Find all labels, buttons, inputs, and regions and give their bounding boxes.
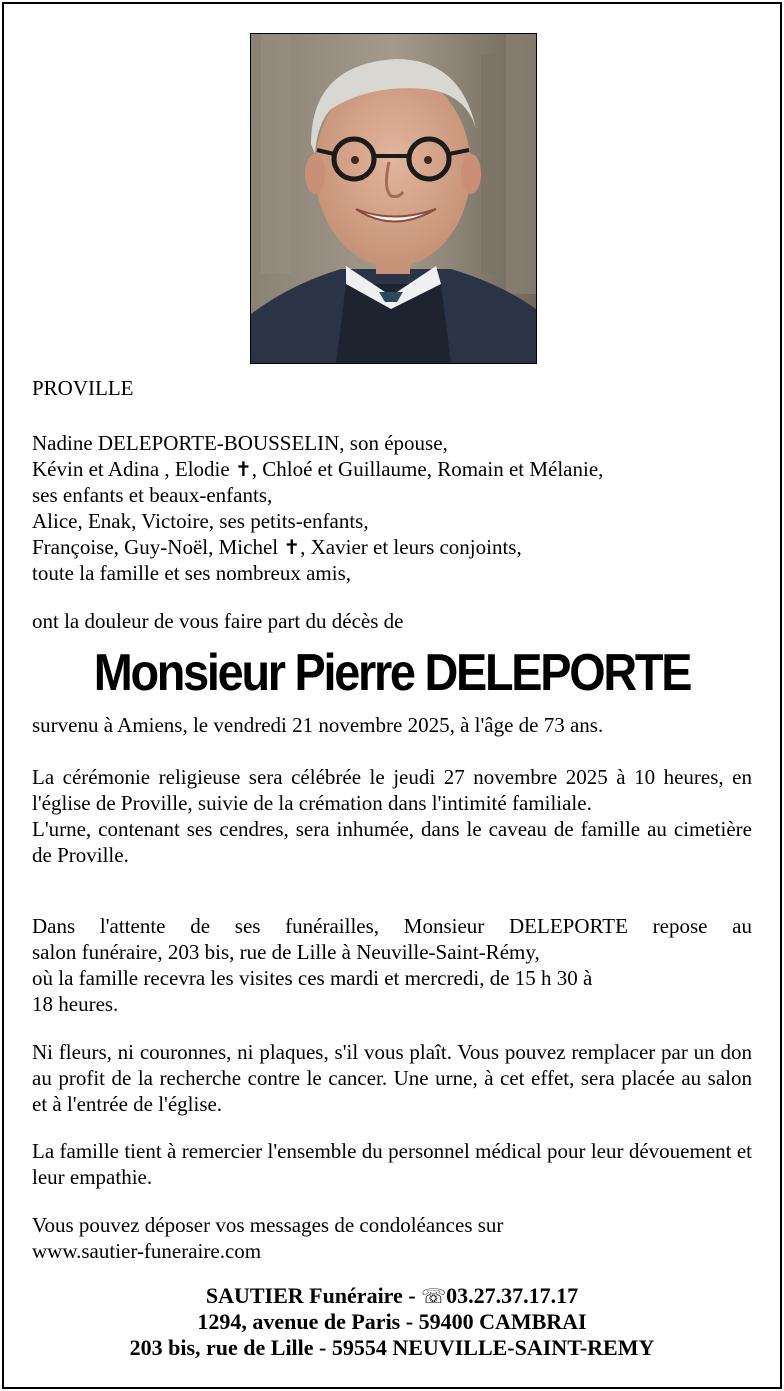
flowers-block	[32, 1039, 752, 1117]
cross-icon: ✝	[234, 457, 252, 481]
viewing-line-4: 18 heures.	[32, 992, 119, 1016]
funeral-home-footer	[0, 1283, 784, 1361]
family-line-5-end: , Xavier et leurs conjoints,	[300, 535, 522, 559]
deceased-name: Monsieur Pierre DELEPORTE	[93, 644, 691, 702]
announce-text: ont la douleur de vous faire part du décès de	[32, 609, 404, 633]
family-line-4: Alice, Enak, Victoire, ses petits-enfants,	[32, 509, 369, 533]
phone-icon: ☏	[421, 1284, 447, 1308]
viewing-line-3: où la famille recevra les visites ces mardi et mercredi, de 15 h 30 à	[32, 966, 593, 990]
family-line-6: toute la famille et ses nombreux amis,	[32, 561, 351, 585]
viewing-block	[32, 913, 752, 1017]
viewing-line-1: Dans l'attente de ses funérailles, Monsieur DELEPORTE repose au	[32, 914, 752, 938]
death-info: survenu à Amiens, le vendredi 21 novembre 2025, à l'âge de 73 ans.	[32, 713, 604, 737]
portrait-photo	[250, 33, 537, 364]
town: PROVILLE	[32, 376, 134, 400]
death-info-block	[32, 712, 752, 738]
family-block	[32, 430, 752, 586]
family-line-1: Nadine DELEPORTE-BOUSSELIN, son épouse,	[32, 431, 448, 455]
viewing-line-2: salon funéraire, 203 bis, rue de Lille à Neuville-Saint-Rémy,	[32, 940, 540, 964]
footer-address-2: 203 bis, rue de Lille - 59554 NEUVILLE-SAINT-REMY	[129, 1335, 655, 1360]
family-line-2-end: , Chloé et Guillaume, Romain et Mélanie,	[251, 457, 604, 481]
thanks-block	[32, 1138, 752, 1190]
condolences-text: Vous pouvez déposer vos messages de condoléances sur	[32, 1213, 504, 1237]
family-line-5-start: Françoise, Guy-Noël, Michel	[32, 535, 284, 559]
family-line-3: ses enfants et beaux-enfants,	[32, 483, 273, 507]
footer-address-1: 1294, avenue de Paris - 59400 CAMBRAI	[197, 1309, 587, 1334]
portrait-image	[251, 34, 536, 363]
cross-icon: ✝	[283, 535, 301, 559]
family-line-2	[32, 456, 752, 482]
condolences-block	[32, 1212, 752, 1264]
condolences-url[interactable]: www.sautier-funeraire.com	[32, 1239, 262, 1263]
ceremony-paragraph: La cérémonie religieuse sera célébrée le jeudi 27 novembre 2025 à 10 heures, en l'église de Proville, suivie de la crémation dans l'intimité familiale.	[32, 765, 752, 815]
footer-line-1	[0, 1283, 784, 1309]
thanks-paragraph: La famille tient à remercier l'ensemble du personnel médical pour leur dévouement et leur empathie.	[32, 1139, 752, 1189]
ceremony-block	[32, 764, 752, 868]
urn-paragraph: L'urne, contenant ses cendres, sera inhumée, dans le caveau de famille au cimetière de Proville.	[32, 817, 752, 867]
town-line	[32, 375, 752, 401]
family-line-2-start: Kévin et Adina , Elodie	[32, 457, 235, 481]
flowers-paragraph: Ni fleurs, ni couronnes, ni plaques, s'il vous plaît. Vous pouvez remplacer par un don au profit de la recherche contre le cancer. Une urne, à cet effet, sera placée au salon et à l'entrée de l'église.	[32, 1040, 752, 1116]
company-name: SAUTIER Funéraire -	[205, 1283, 422, 1308]
family-line-5	[32, 534, 752, 560]
announce-block	[32, 608, 752, 634]
phone-number: 03.27.37.17.17	[446, 1283, 579, 1308]
